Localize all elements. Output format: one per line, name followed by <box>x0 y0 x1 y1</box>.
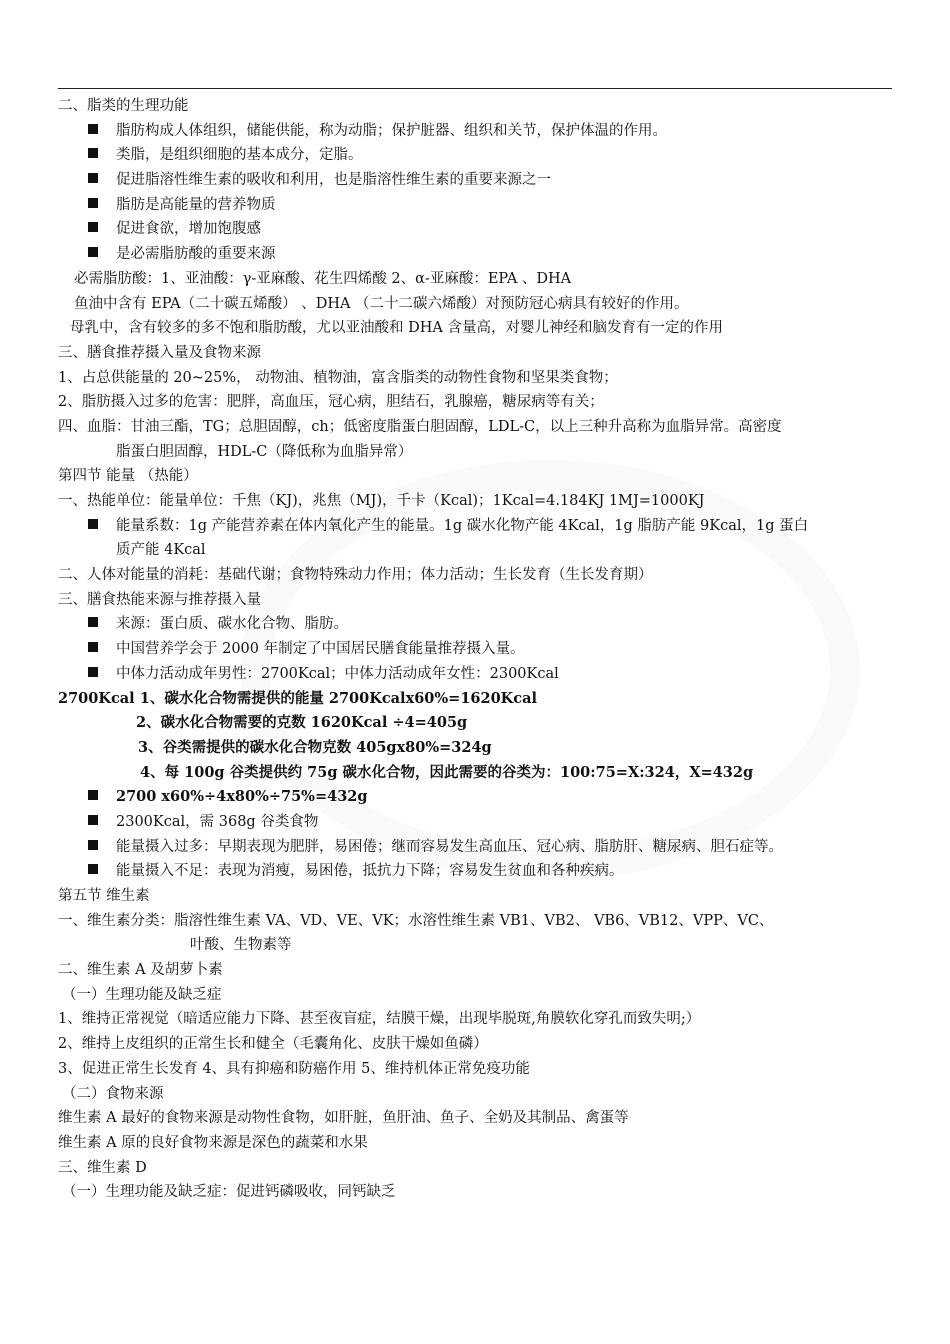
text-line <box>0 440 950 465</box>
text-line <box>0 1106 950 1131</box>
text-line <box>0 958 950 983</box>
text-line <box>0 933 950 958</box>
text-line <box>0 1131 950 1156</box>
bullet-item <box>0 859 950 884</box>
square-bullet-icon <box>88 790 98 800</box>
bullet-item <box>0 612 950 637</box>
square-bullet-icon <box>88 840 98 850</box>
text-line <box>0 1007 950 1032</box>
text-line <box>0 1082 950 1107</box>
line-text: 2700 x60%÷4x80%÷75%=432g <box>116 788 368 806</box>
line-text: 叶酸、生物素等 <box>190 937 292 954</box>
text-line <box>0 489 950 514</box>
line-text: 中体力活动成年男性：2700Kcal；中体力活动成年女性：2300Kcal <box>116 665 559 682</box>
bullet-item <box>0 785 950 810</box>
text-line <box>0 1156 950 1181</box>
square-bullet-icon <box>88 815 98 825</box>
line-text: 2、脂肪摄入过多的危害：肥胖，高血压，冠心病，胆结石，乳腺癌，糖尿病等有关； <box>58 394 604 411</box>
line-text: 是必需脂肪酸的重要来源 <box>116 246 276 263</box>
line-text: 能量系数：1g 产能营养素在体内氧化产生的能量。1g 碳水化物产能 4Kcal，1g 脂肪产能 9Kcal，1g 蛋白 <box>116 517 809 534</box>
square-bullet-icon <box>88 148 98 158</box>
line-text: 2700Kcal 1、碳水化合物需提供的能量 2700Kcalx60%=1620Kcal <box>58 689 538 707</box>
bullet-item <box>0 119 950 144</box>
line-text: （二）食物来源 <box>62 1085 164 1102</box>
bullet-item <box>0 662 950 687</box>
line-text: 脂蛋白胆固醇，HDL-C（降低称为血脂异常） <box>116 443 413 460</box>
line-text: 能量摄入不足：表现为消瘦，易困倦，抵抗力下降；容易发生贫血和各种疾病。 <box>116 863 624 880</box>
line-text: 三、膳食热能来源与推荐摄入量 <box>58 591 261 608</box>
line-text: 2、碳水化合物需要的克数 1620Kcal ÷4=405g <box>136 714 468 732</box>
line-text: 一、热能单位：能量单位：千焦（KJ)，兆焦（MJ)，千卡（Kcal)；1Kcal=4.184KJ 1MJ=1000KJ <box>58 493 705 509</box>
line-text: 维生素 A 原的良好食物来源是深色的蔬菜和水果 <box>58 1134 368 1151</box>
text-line <box>0 1032 950 1057</box>
text-line <box>0 464 950 489</box>
text-line <box>0 341 950 366</box>
text-line <box>0 316 950 341</box>
line-text: 母乳中，含有较多的多不饱和脂肪酸，尤以亚油酸和 DHA 含量高，对婴儿神经和脑发育有一定的作用 <box>70 320 723 337</box>
line-text: 2300Kcal，需 368g 谷类食物 <box>116 813 319 830</box>
line-text: 类脂，是组织细胞的基本成分，定脂。 <box>116 147 363 164</box>
text-line <box>0 711 950 736</box>
square-bullet-icon <box>88 667 98 677</box>
bullet-item <box>0 143 950 168</box>
line-text: 来源：蛋白质、碳水化合物、脂肪。 <box>116 616 348 633</box>
line-text: 脂肪是高能量的营养物质 <box>116 196 276 213</box>
line-text: 三、维生素 D <box>58 1159 147 1176</box>
square-bullet-icon <box>88 198 98 208</box>
text-line <box>0 390 950 415</box>
line-text: 脂肪构成人体组织，储能供能，称为动脂；保护脏器、组织和关节，保护体温的作用。 <box>116 122 667 139</box>
line-text: （一）生理功能及缺乏症 <box>62 986 222 1003</box>
line-text: 质产能 4Kcal <box>116 542 206 559</box>
line-text: 三、膳食推荐摄入量及食物来源 <box>58 344 261 361</box>
line-text: 促进食欲，增加饱腹感 <box>116 221 261 238</box>
bullet-item <box>0 193 950 218</box>
line-text: 二、人体对能量的消耗：基础代谢；食物特殊动力作用；体力活动；生长发育（生长发育期） <box>58 567 653 584</box>
line-text: 二、脂类的生理功能 <box>58 98 189 114</box>
square-bullet-icon <box>88 617 98 627</box>
square-bullet-icon <box>88 222 98 232</box>
header-rule <box>58 88 892 89</box>
line-text: 3、促进正常生长发育 4、具有抑癌和防癌作用 5、维持机体正常免疫功能 <box>58 1060 530 1077</box>
square-bullet-icon <box>88 173 98 183</box>
text-line <box>0 909 950 934</box>
bullet-item <box>0 217 950 242</box>
text-line <box>0 761 950 786</box>
square-bullet-icon <box>88 864 98 874</box>
line-text: 二、维生素 A 及胡萝卜素 <box>58 962 223 979</box>
square-bullet-icon <box>88 124 98 134</box>
bullet-item <box>0 514 950 539</box>
line-text: 4、每 100g 谷类提供约 75g 碳水化合物，因此需要的谷类为：100:75=X:324，X=432g <box>140 763 754 781</box>
line-text: 一、维生素分类：脂溶性维生素 VA、VD、VE、VK；水溶性维生素 VB1、VB2、 VB6、VB12、VPP、VC、 <box>58 912 774 929</box>
bullet-item <box>0 242 950 267</box>
square-bullet-icon <box>88 642 98 652</box>
line-text: 维生素 A 最好的食物来源是动物性食物，如肝脏，鱼肝油、鱼子、全奶及其制品、禽蛋等 <box>58 1110 629 1127</box>
line-text: 2、维持上皮组织的正常生长和健全（毛囊角化、皮肤干燥如鱼磷） <box>58 1036 488 1053</box>
text-line <box>0 94 950 119</box>
text-line <box>0 1057 950 1082</box>
line-text: 能量摄入过多：早期表现为肥胖，易困倦；继而容易发生高血压、冠心病、脂肪肝、糖尿病、胆石症等。 <box>116 838 783 855</box>
text-line <box>0 267 950 292</box>
text-line <box>0 687 950 712</box>
bullet-item <box>0 637 950 662</box>
text-line <box>0 292 950 317</box>
line-text: 1、占总供能量的 20~25%， 动物油、植物油，富含脂类的动物性食物和坚果类食物； <box>58 369 618 386</box>
text-line <box>0 366 950 391</box>
square-bullet-icon <box>88 519 98 529</box>
text-line <box>0 538 950 563</box>
bullet-item <box>0 168 950 193</box>
text-line <box>0 588 950 613</box>
text-line <box>0 884 950 909</box>
line-text: 四、血脂：甘油三酯，TG；总胆固醇，ch；低密度脂蛋白胆固醇，LDL-C，以上三种升高称为血脂异常。高密度 <box>58 418 782 435</box>
line-text: （一）生理功能及缺乏症：促进钙磷吸收，同钙缺乏 <box>62 1184 396 1201</box>
square-bullet-icon <box>88 247 98 257</box>
line-text: 鱼油中含有 EPA（二十碳五烯酸） 、DHA （二十二碳六烯酸）对预防冠心病具有较好的作用。 <box>74 295 689 312</box>
line-text: 第四节 能量 （热能） <box>58 468 198 485</box>
bullet-item <box>0 835 950 860</box>
text-line <box>0 415 950 440</box>
document-body <box>0 94 950 1205</box>
line-text: 中国营养学会于 2000 年制定了中国居民膳食能量推荐摄入量。 <box>116 641 525 658</box>
line-text: 第五节 维生素 <box>58 888 150 904</box>
text-line <box>0 563 950 588</box>
text-line <box>0 736 950 761</box>
text-line <box>0 1180 950 1205</box>
bullet-item <box>0 810 950 835</box>
line-text: 必需脂肪酸：1、亚油酸：γ-亚麻酸、花生四烯酸 2、α-亚麻酸：EPA 、DHA <box>74 270 572 287</box>
line-text: 3、谷类需提供的碳水化合物克数 405gx80%=324g <box>138 738 492 756</box>
text-line <box>0 983 950 1008</box>
line-text: 促进脂溶性维生素的吸收和利用，也是脂溶性维生素的重要来源之一 <box>116 172 551 189</box>
line-text: 1、维持正常视觉（暗适应能力下降、甚至夜盲症，结膜干燥，出现毕脱斑,角膜软化穿孔而致失明;） <box>58 1011 701 1028</box>
